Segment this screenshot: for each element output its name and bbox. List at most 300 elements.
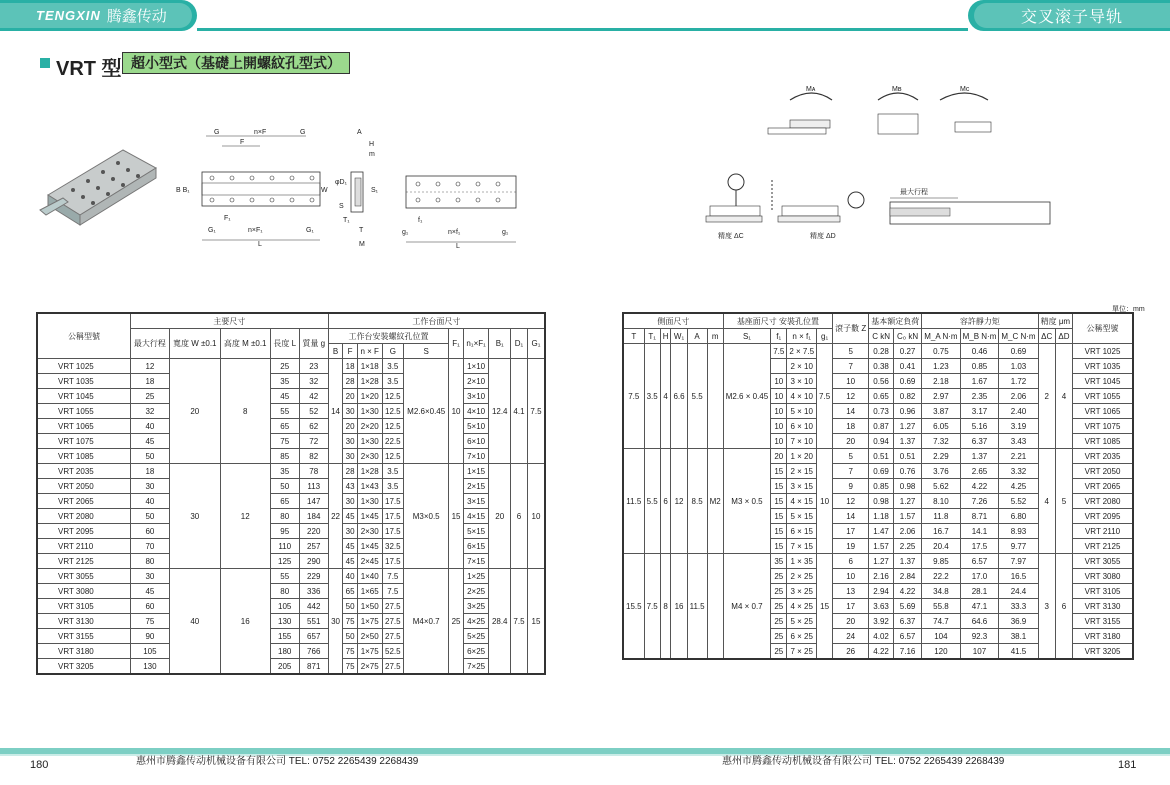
- table-cell: 2.29: [922, 449, 960, 464]
- table-cell: 2.06: [893, 524, 921, 539]
- table-cell: 5×25: [463, 629, 489, 644]
- table-cell: 1×28: [357, 464, 382, 479]
- table-cell: 0.51: [869, 449, 894, 464]
- table-cell: 7 × 10: [787, 434, 817, 449]
- table-cell: 5×15: [463, 524, 489, 539]
- table-cell: 7.5: [527, 359, 545, 464]
- th-col: C kN: [869, 329, 894, 344]
- th-s: S: [404, 344, 449, 359]
- table-cell: VRT 3130: [37, 614, 131, 629]
- table-cell: 41.5: [999, 644, 1038, 660]
- table-cell: 2.25: [893, 539, 921, 554]
- table-cell: 12.5: [382, 389, 404, 404]
- table-cell: 6.57: [893, 629, 921, 644]
- table-cell: 13: [833, 584, 869, 599]
- max-stroke-label: 最大行程: [900, 189, 928, 196]
- table-cell: 74.7: [922, 614, 960, 629]
- table-cell: 50: [131, 449, 170, 464]
- table-cell: 20: [343, 419, 358, 434]
- table-cell: 25: [771, 629, 787, 644]
- table-cell: 1×25: [463, 569, 489, 584]
- th-b: B: [328, 344, 343, 359]
- table-row: [37, 569, 545, 584]
- right-subheader-row: [623, 329, 1133, 344]
- dim-w: W: [321, 187, 328, 194]
- table-cell: 1.27: [893, 494, 921, 509]
- table-cell: 12: [671, 449, 687, 554]
- table-cell: [771, 359, 787, 374]
- table-cell: 120: [922, 644, 960, 660]
- table-cell: 1.37: [960, 449, 999, 464]
- table-cell: 6: [1055, 554, 1072, 660]
- table-row: [37, 524, 545, 539]
- table-cell: 3×10: [463, 389, 489, 404]
- table-cell: 5.5: [644, 449, 660, 554]
- table-cell: 0.27: [893, 344, 921, 359]
- table-cell: VRT 2080: [1073, 494, 1133, 509]
- table-cell: VRT 1085: [37, 449, 131, 464]
- table-row: [37, 494, 545, 509]
- table-cell: 20: [833, 614, 869, 629]
- table-cell: 8: [220, 359, 270, 464]
- table-cell: 155: [270, 629, 299, 644]
- table-cell: 4.22: [869, 644, 894, 660]
- table-cell: 7.97: [999, 554, 1038, 569]
- table-cell: 1×10: [463, 359, 489, 374]
- table-cell: 1×45: [357, 509, 382, 524]
- table-cell: 5.52: [999, 494, 1038, 509]
- table-cell: 7.32: [922, 434, 960, 449]
- table-cell: 3×25: [463, 599, 489, 614]
- table-cell: 551: [299, 614, 328, 629]
- table-cell: 17.5: [382, 509, 404, 524]
- table-cell: 4.1: [511, 359, 528, 464]
- table-cell: 7.5: [771, 344, 787, 359]
- table-cell: 36.9: [999, 614, 1038, 629]
- table-cell: 4.22: [893, 584, 921, 599]
- table-cell: 17.5: [960, 539, 999, 554]
- th-g: 質量 g: [299, 329, 328, 359]
- table-cell: 12.5: [382, 449, 404, 464]
- table-cell: 6×25: [463, 644, 489, 659]
- table-cell: 17.5: [382, 494, 404, 509]
- table-cell: 0.41: [893, 359, 921, 374]
- table-cell: 30: [343, 434, 358, 449]
- dim-h: H: [369, 141, 375, 148]
- table-cell: 7.26: [960, 494, 999, 509]
- table-cell: 43: [343, 479, 358, 494]
- table-cell: 2×45: [357, 554, 382, 569]
- table-cell: 2.94: [869, 584, 894, 599]
- table-cell: 3.19: [999, 419, 1038, 434]
- table-cell: 2.84: [893, 569, 921, 584]
- table-cell: 10: [833, 374, 869, 389]
- table-cell: VRT 2065: [37, 494, 131, 509]
- table-cell: 25: [771, 644, 787, 660]
- table-cell: 55.8: [922, 599, 960, 614]
- table-row: [37, 584, 545, 599]
- table-cell: 2 × 7.5: [787, 344, 817, 359]
- table-cell: 5 × 15: [787, 509, 817, 524]
- table-row: [37, 434, 545, 449]
- table-cell: 766: [299, 644, 328, 659]
- table-cell: 6.37: [893, 614, 921, 629]
- th-col: M_C N·m: [999, 329, 1038, 344]
- th-f1: F₁: [449, 329, 464, 359]
- table-cell: 2 × 15: [787, 464, 817, 479]
- table-cell: 34.8: [922, 584, 960, 599]
- table-cell: VRT 1035: [37, 374, 131, 389]
- th-acc: 精度 μm: [1038, 313, 1073, 329]
- table-cell: 1×20: [357, 389, 382, 404]
- table-cell: 95: [270, 524, 299, 539]
- table-cell: 25: [270, 359, 299, 374]
- table-cell: 55: [270, 569, 299, 584]
- table-cell: 6 × 10: [787, 419, 817, 434]
- table-cell: 871: [299, 659, 328, 675]
- table-cell: 80: [131, 554, 170, 569]
- table-cell: 5: [833, 449, 869, 464]
- table-cell: 35: [270, 374, 299, 389]
- table-row: [37, 629, 545, 644]
- table-cell: 10: [771, 374, 787, 389]
- th-m: 高度 M ±0.1: [220, 329, 270, 359]
- accuracy-dc: 精度 ΔC: [718, 233, 744, 240]
- table-cell: 0.85: [960, 359, 999, 374]
- table-cell: 105: [270, 599, 299, 614]
- table-cell: 4 × 25: [787, 599, 817, 614]
- table-cell: 4.02: [869, 629, 894, 644]
- table-cell: 8.5: [687, 449, 707, 554]
- table-cell: 52: [299, 404, 328, 419]
- table-cell: 25: [771, 584, 787, 599]
- table-cell: 30: [343, 449, 358, 464]
- table-cell: 3: [1038, 554, 1055, 660]
- table-cell: 14: [328, 359, 343, 464]
- table-cell: 50: [343, 629, 358, 644]
- header-logo-area: [0, 3, 192, 28]
- table-cell: 14: [833, 404, 869, 419]
- table-cell: 4×10: [463, 404, 489, 419]
- table-cell: 0.56: [869, 374, 894, 389]
- table-cell: 7×25: [463, 659, 489, 675]
- table-cell: 5×10: [463, 419, 489, 434]
- table-cell: 3 × 10: [787, 374, 817, 389]
- table-row: [37, 644, 545, 659]
- table-cell: 12: [131, 359, 170, 374]
- table-cell: 1.27: [869, 554, 894, 569]
- dim-m: m: [369, 151, 375, 158]
- table-cell: 20: [771, 449, 787, 464]
- table-cell: VRT 3080: [37, 584, 131, 599]
- table-cell: 17: [833, 599, 869, 614]
- dim-a: A: [357, 129, 362, 136]
- table-cell: 107: [960, 644, 999, 660]
- table-cell: 25: [131, 389, 170, 404]
- table-cell: 10: [771, 419, 787, 434]
- table-cell: VRT 1025: [1073, 344, 1133, 359]
- table-cell: 15: [771, 464, 787, 479]
- th-side: 側面尺寸: [623, 313, 723, 329]
- table-cell: 220: [299, 524, 328, 539]
- table-cell: VRT 1075: [1073, 419, 1133, 434]
- table-cell: 64.6: [960, 614, 999, 629]
- table-cell: 4×25: [463, 614, 489, 629]
- table-cell: 9.85: [922, 554, 960, 569]
- th-f: F: [343, 344, 358, 359]
- table-cell: 45: [343, 554, 358, 569]
- table-cell: 6: [660, 449, 671, 554]
- dim-f1: F₁: [224, 215, 231, 222]
- table-cell: 0.46: [960, 344, 999, 359]
- table-cell: 24.4: [999, 584, 1038, 599]
- th-b1: B₁: [489, 329, 511, 359]
- dim-mm: M: [359, 241, 365, 248]
- table-cell: M2.6×0.45: [404, 359, 449, 464]
- th-col: f₁: [771, 329, 787, 344]
- table-cell: 32: [299, 374, 328, 389]
- table-cell: VRT 3180: [37, 644, 131, 659]
- table-cell: VRT 2050: [37, 479, 131, 494]
- table-cell: 4 × 15: [787, 494, 817, 509]
- table-row: [37, 659, 545, 675]
- table-cell: 17: [833, 524, 869, 539]
- table-cell: 2.97: [922, 389, 960, 404]
- table-cell: 125: [270, 554, 299, 569]
- table-cell: 4: [660, 344, 671, 449]
- table-cell: 0.69: [999, 344, 1038, 359]
- table-cell: 6.05: [922, 419, 960, 434]
- table-cell: 6: [833, 554, 869, 569]
- table-cell: 110: [270, 539, 299, 554]
- table-cell: 4: [1055, 344, 1072, 449]
- table-row: [37, 509, 545, 524]
- table-cell: 8: [660, 554, 671, 660]
- table-cell: 12.4: [489, 359, 511, 464]
- table-row: [37, 449, 545, 464]
- table-cell: VRT 3130: [1073, 599, 1133, 614]
- table-cell: 4×15: [463, 509, 489, 524]
- table-cell: 10: [527, 464, 545, 569]
- dim-nxf: n×F: [254, 129, 267, 136]
- table-cell: 2 × 25: [787, 569, 817, 584]
- table-cell: 45: [131, 434, 170, 449]
- th-w: 寬度 W ±0.1: [169, 329, 220, 359]
- table-cell: 0.69: [893, 374, 921, 389]
- table-cell: 3.43: [999, 434, 1038, 449]
- table-cell: 3.5: [644, 344, 660, 449]
- page-number-right: 181: [1118, 759, 1137, 771]
- table-row: [37, 464, 545, 479]
- table-cell: 0.94: [869, 434, 894, 449]
- table-cell: 2.35: [960, 389, 999, 404]
- table-cell: 5.62: [922, 479, 960, 494]
- table-cell: 1.57: [869, 539, 894, 554]
- table-cell: 2×25: [463, 584, 489, 599]
- table-cell: 2×30: [357, 524, 382, 539]
- table-cell: 7 × 25: [787, 644, 817, 660]
- table-cell: VRT 3155: [37, 629, 131, 644]
- table-cell: 1.47: [869, 524, 894, 539]
- table-cell: 3 × 25: [787, 584, 817, 599]
- table-cell: 15: [771, 509, 787, 524]
- table-cell: 10: [817, 449, 833, 554]
- table-cell: 30: [131, 479, 170, 494]
- table-cell: 1×40: [357, 569, 382, 584]
- table-cell: 28: [343, 374, 358, 389]
- table-cell: 15.5: [623, 554, 644, 660]
- dim-f1-lower: f₁: [418, 217, 423, 224]
- table-cell: VRT 2110: [37, 539, 131, 554]
- table-cell: 30: [169, 464, 220, 569]
- table-cell: 25: [449, 569, 464, 675]
- table-cell: 104: [922, 629, 960, 644]
- table-cell: 12.5: [382, 404, 404, 419]
- table-cell: 15: [771, 494, 787, 509]
- table-cell: 3.87: [922, 404, 960, 419]
- table-cell: 0.96: [893, 404, 921, 419]
- table-cell: 7: [833, 464, 869, 479]
- table-cell: 15: [527, 569, 545, 675]
- table-cell: M4 × 0.7: [723, 554, 770, 660]
- dim-t1: T₁: [343, 217, 350, 224]
- table-cell: 4.25: [999, 479, 1038, 494]
- table-cell: 26: [833, 644, 869, 660]
- dim-g1b: G₁: [306, 227, 314, 234]
- th-col: T₁: [644, 329, 660, 344]
- table-cell: VRT 2125: [1073, 539, 1133, 554]
- dim-l: L: [258, 241, 262, 248]
- table-cell: VRT 1065: [1073, 404, 1133, 419]
- table-cell: 3.92: [869, 614, 894, 629]
- table-cell: 2×75: [357, 659, 382, 675]
- dim-g1-lower: g₁: [402, 229, 409, 236]
- table-cell: 72: [299, 434, 328, 449]
- table-cell: 40: [169, 569, 220, 675]
- table-cell: 32.5: [382, 539, 404, 554]
- th-col: A: [687, 329, 707, 344]
- table-cell: VRT 3155: [1073, 614, 1133, 629]
- moment-mb: Mʙ: [892, 86, 902, 93]
- table-cell: 657: [299, 629, 328, 644]
- table-cell: 6: [511, 464, 528, 569]
- table-cell: 10: [771, 404, 787, 419]
- table-cell: 7 × 15: [787, 539, 817, 554]
- table-cell: 16.5: [999, 569, 1038, 584]
- table-cell: 14.1: [960, 524, 999, 539]
- table-cell: 3.5: [382, 374, 404, 389]
- table-cell: 442: [299, 599, 328, 614]
- table-cell: 22.5: [382, 434, 404, 449]
- th-gg: G: [382, 344, 404, 359]
- table-cell: VRT 2095: [1073, 509, 1133, 524]
- table-cell: VRT 2125: [37, 554, 131, 569]
- table-cell: 27.5: [382, 599, 404, 614]
- table-cell: 130: [270, 614, 299, 629]
- table-cell: 7×10: [463, 449, 489, 464]
- header-section-area: [974, 3, 1170, 28]
- table-row: [37, 479, 545, 494]
- table-cell: 1.27: [893, 419, 921, 434]
- table-cell: 9: [833, 479, 869, 494]
- table-cell: VRT 2035: [37, 464, 131, 479]
- table-cell: VRT 3180: [1073, 629, 1133, 644]
- table-cell: 7.5: [382, 584, 404, 599]
- table-cell: 1×28: [357, 374, 382, 389]
- table-cell: 8.10: [922, 494, 960, 509]
- table-cell: 60: [131, 599, 170, 614]
- th-col: W₁: [671, 329, 687, 344]
- table-cell: 33.3: [999, 599, 1038, 614]
- table-cell: 1.37: [893, 434, 921, 449]
- table-cell: M3×0.5: [404, 464, 449, 569]
- dim-g1: G₁: [208, 227, 216, 234]
- table-cell: VRT 1045: [1073, 374, 1133, 389]
- table-cell: 62: [299, 419, 328, 434]
- table-cell: VRT 3055: [1073, 554, 1133, 569]
- table-cell: M2.6 × 0.45: [723, 344, 770, 449]
- th-col: g₁: [817, 329, 833, 344]
- unit-label: 單位：mm: [1112, 306, 1145, 313]
- table-cell: 60: [131, 524, 170, 539]
- table-cell: 3.17: [960, 404, 999, 419]
- base-view-drawing: [398, 172, 520, 252]
- table-cell: 184: [299, 509, 328, 524]
- table-cell: 25: [771, 614, 787, 629]
- table-cell: [707, 344, 723, 449]
- table-cell: 5 × 25: [787, 614, 817, 629]
- table-cell: 40: [343, 569, 358, 584]
- table-cell: M4×0.7: [404, 569, 449, 675]
- table-cell: 4.22: [960, 479, 999, 494]
- table-cell: 12: [220, 464, 270, 569]
- th-g1: G₁: [527, 329, 545, 359]
- table-cell: 105: [131, 644, 170, 659]
- table-cell: 15: [449, 464, 464, 569]
- table-cell: 28.1: [960, 584, 999, 599]
- table-cell: 70: [131, 539, 170, 554]
- table-cell: 1×65: [357, 584, 382, 599]
- table-cell: 2×50: [357, 629, 382, 644]
- table-cell: 3.63: [869, 599, 894, 614]
- table-cell: VRT 3105: [1073, 584, 1133, 599]
- table-cell: 0.28: [869, 344, 894, 359]
- table-cell: 4 × 10: [787, 389, 817, 404]
- table-cell: 42: [299, 389, 328, 404]
- table-cell: 2.40: [999, 404, 1038, 419]
- table-cell: VRT 3205: [1073, 644, 1133, 660]
- th-stroke: 最大行程: [131, 329, 170, 359]
- table-cell: 10: [771, 389, 787, 404]
- th-col: n × f₁: [787, 329, 817, 344]
- table-cell: 50: [131, 509, 170, 524]
- table-cell: 50: [343, 599, 358, 614]
- table-cell: 6.57: [960, 554, 999, 569]
- table-cell: 55: [270, 404, 299, 419]
- table-row: [37, 404, 545, 419]
- table-cell: 65: [270, 494, 299, 509]
- right-spec-table: [622, 312, 1134, 660]
- footer-company-left: 惠州市腾鑫传动机械设备有限公司 TEL: 0752 2265439 2268439: [136, 756, 419, 767]
- th-roller: 滾子數 Z: [833, 313, 869, 344]
- table-cell: 5.16: [960, 419, 999, 434]
- table-cell: 18: [131, 464, 170, 479]
- table-row: [37, 599, 545, 614]
- table-cell: 1×43: [357, 479, 382, 494]
- table-cell: 30: [328, 569, 343, 675]
- table-cell: 2.65: [960, 464, 999, 479]
- brand-name: 腾鑫传动: [106, 8, 167, 25]
